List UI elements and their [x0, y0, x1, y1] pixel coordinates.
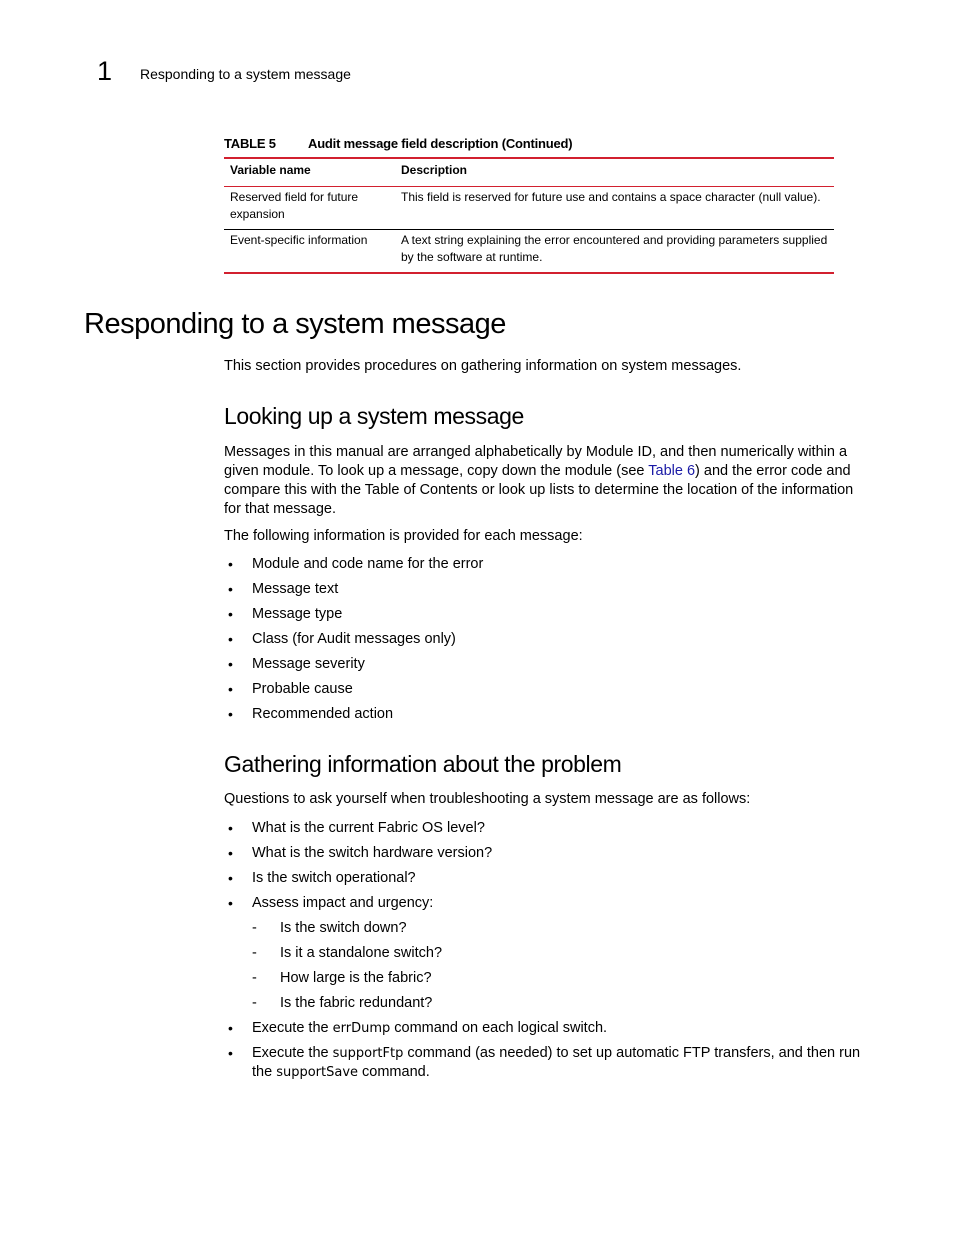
- bullet-icon: •: [228, 556, 233, 572]
- table-row: [224, 230, 834, 274]
- bullet-icon: •: [228, 845, 233, 861]
- bullet-icon: •: [228, 581, 233, 597]
- bullet-icon: •: [228, 1045, 233, 1061]
- column-header-description: Description: [395, 158, 834, 187]
- bullet-icon: •: [228, 1020, 233, 1036]
- sub-list-item: [252, 919, 872, 944]
- list-item-text: Assess impact and urgency:: [252, 895, 434, 911]
- table-cell-name: Reserved field for future expansion: [224, 187, 395, 230]
- supportsave-command: supportSave: [276, 1065, 359, 1080]
- list-item-text: Message type: [252, 606, 343, 622]
- list-item: [224, 580, 483, 605]
- dash-icon: -: [252, 920, 257, 936]
- table-caption-text: Audit message field description (Continued): [308, 136, 573, 151]
- table-cell-description: This field is reserved for future use and contains a space character (null value).: [395, 187, 834, 230]
- list-item: [224, 1019, 872, 1044]
- audit-field-table: [224, 157, 834, 274]
- list-item: [224, 705, 483, 730]
- sub-list-item-text: Is it a standalone switch?: [280, 945, 443, 961]
- supportftp-command: supportFtp: [332, 1046, 404, 1061]
- sub-list-item: [252, 944, 872, 969]
- table-label: TABLE 5: [224, 136, 276, 151]
- bullet-icon: •: [228, 681, 233, 697]
- section-intro: This section provides procedures on gathering information on system messages.: [224, 358, 742, 374]
- lookup-text-before: Messages in this manual are arranged alphabetically by Module ID, and then numerically within a given module. To look up a message, copy down the module (see: [224, 444, 848, 479]
- errdump-command: errDump: [332, 1021, 391, 1036]
- sub-list-item: [252, 969, 872, 994]
- bullet-icon: •: [228, 606, 233, 622]
- lookup-text-after: ) and the error code and compare this with the Table of Contents or look up lists to determine the location of the information for that message.: [224, 463, 854, 517]
- list-item-text: Probable cause: [252, 681, 353, 697]
- list-item-text: command (as needed) to set up automatic FTP transfers, and then run the: [252, 1045, 861, 1080]
- list-item: [224, 605, 483, 630]
- sub-list-item: [252, 994, 872, 1019]
- bullet-icon: •: [228, 631, 233, 647]
- running-header: Responding to a system message: [140, 66, 351, 82]
- table-cell-name: Event-specific information: [230, 233, 368, 247]
- list-item-text: Execute the: [252, 1045, 333, 1061]
- list-item: [224, 680, 483, 705]
- bullet-icon: •: [228, 656, 233, 672]
- dash-icon: -: [252, 970, 257, 986]
- sub-list-item-text: Is the switch down?: [280, 920, 407, 936]
- list-item-text: command.: [358, 1064, 430, 1080]
- table-6-link[interactable]: Table 6: [648, 463, 696, 479]
- table-cell-description: A text string explaining the error encountered and providing parameters supplied by the software at runtime.: [401, 233, 828, 264]
- dash-icon: -: [252, 995, 257, 1011]
- dash-icon: -: [252, 945, 257, 961]
- message-info-list: [224, 555, 483, 730]
- list-item: [224, 1044, 872, 1082]
- list-item: [224, 894, 872, 1019]
- lookup-paragraph: [224, 443, 872, 519]
- lookup-list-intro: The following information is provided for each message:: [224, 528, 583, 544]
- bullet-icon: •: [228, 895, 233, 911]
- impact-sublist: [252, 919, 872, 1019]
- troubleshooting-list: [224, 819, 872, 1082]
- sub-list-item-text: Is the fabric redundant?: [280, 995, 433, 1011]
- lookup-heading: Looking up a system message: [224, 403, 524, 429]
- list-item-text: Message severity: [252, 656, 365, 672]
- list-item-text: Class (for Audit messages only): [252, 631, 456, 647]
- list-item: [224, 844, 872, 869]
- section-title: Responding to a system message: [84, 308, 506, 340]
- list-item-text: Is the switch operational?: [252, 870, 416, 886]
- list-item-text: What is the current Fabric OS level?: [252, 820, 485, 836]
- list-item: [224, 555, 483, 580]
- list-item-text: Message text: [252, 581, 339, 597]
- sub-list-item-text: How large is the fabric?: [280, 970, 432, 986]
- chapter-number: 1: [97, 56, 113, 86]
- bullet-icon: •: [228, 820, 233, 836]
- list-item-text: What is the switch hardware version?: [252, 845, 493, 861]
- list-item: [224, 869, 872, 894]
- gather-intro: Questions to ask yourself when troubleshooting a system message are as follows:: [224, 791, 751, 807]
- gather-heading: Gathering information about the problem: [224, 751, 622, 777]
- bullet-icon: •: [228, 706, 233, 722]
- list-item: [224, 655, 483, 680]
- table-row: [224, 187, 834, 230]
- list-item-text: Recommended action: [252, 706, 394, 722]
- list-item-text: command on each logical switch.: [390, 1020, 608, 1036]
- list-item-text: Module and code name for the error: [252, 556, 484, 572]
- bullet-icon: •: [228, 870, 233, 886]
- list-item: [224, 819, 872, 844]
- column-header-variable-name: Variable name: [224, 158, 395, 187]
- list-item: [224, 630, 483, 655]
- table-caption: [224, 136, 834, 151]
- list-item-text: Execute the: [252, 1020, 333, 1036]
